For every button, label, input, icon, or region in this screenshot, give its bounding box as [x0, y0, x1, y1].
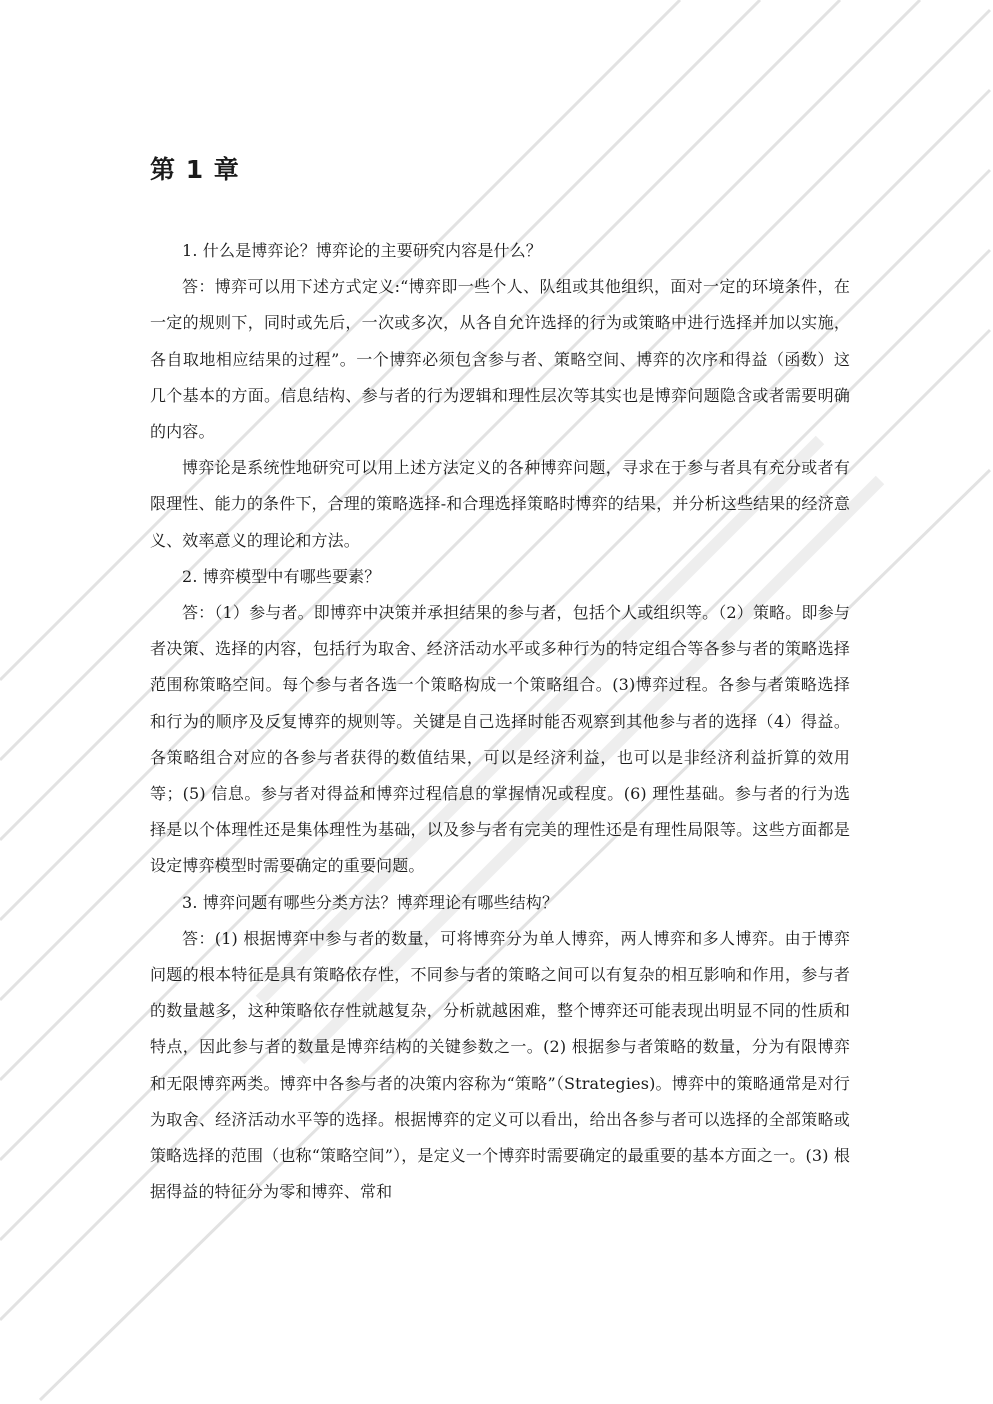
- answer-3: 答：(1) 根据博弈中参与者的数量，可将博弈分为单人博弈，两人博弈和多人博弈。由于博弈问题的根本特征是具有策略依存性，不同参与者的策略之间可以有复杂的相互影响和作用，参与者的数量越多，这种策略依存性就越复杂，分析就越困难，整个博弈还可能表现出明显不同的性质和特点，因此参与者的数量是博弈结构的关键参数之一。(2) 根据参与者策略的数量，分为有限博弈和无限博弈两类。博弈中各参与者的决策内容称为“策略”（Strategies)。博弈中的策略通常是对行为取舍、经济活动水平等的选择。根据博弈的定义可以看出，给出各参与者可以选择的全部策略或策略选择的范围（也称“策略空间”），是定义一个博弈时需要确定的最重要的基本方面之一。(3) 根据得益的特征分为零和博弈、常和: [150, 928, 850, 1202]
- question-2: 2. 博弈模型中有哪些要素？: [182, 566, 381, 586]
- page-content: [150, 150, 850, 1210]
- chapter-title: 第 1 章: [150, 155, 240, 184]
- answer-1-paragraph-2: 博弈论是系统性地研究可以用上述方法定义的各种博弈问题，寻求在于参与者具有充分或者有限理性、能力的条件下，合理的策略选择-和合理选择策略时博弈的结果，并分析这些结果的经济意义、效率意义的理论和方法。: [150, 458, 851, 550]
- answer-1-paragraph-1: 答：博弈可以用下述方式定义:“博弈即一些个人、队组或其他组织，面对一定的环境条件，在一定的规则下，同时或先后，一次或多次，从各自允许选择的行为或策略中进行选择并加以实施，各自取地相应结果的过程”。一个博弈必须包含参与者、策略空间、博弈的次序和得益（函数）这几个基本的方面。信息结构、参与者的行为逻辑和理性层次等其实也是博弈问题隐含或者需要明确的内容。: [150, 277, 850, 442]
- question-3: 3. 博弈问题有哪些分类方法？博弈理论有哪些结构？: [182, 892, 559, 912]
- question-1: 1. 什么是博弈论？博弈论的主要研究内容是什么？: [182, 241, 542, 260]
- answer-2: 答：（1）参与者。即博弈中决策并承担结果的参与者，包括个人或组织等。（2）策略。即参与者决策、选择的内容，包括行为取舍、经济活动水平或多种行为的特定组合等各参与者的策略选择范围称策略空间。每个参与者各选一个策略构成一个策略组合。(3)博弈过程。各参与者策略选择和行为的顺序及反复博弈的规则等。关键是自己选择时能否观察到其他参与者的选择（4）得益。各策略组合对应的各参与者获得的数值结果，可以是经济利益，也可以是非经济利益折算的效用等；(5) 信息。参与者对得益和博弈过程信息的掌握情况或程度。(6) 理性基础。参与者的行为选择是以个体理性还是集体理性为基础，以及参与者有完美的理性还是有理性局限等。这些方面都是设定博弈模型时需要确定的重要问题。: [150, 603, 850, 876]
